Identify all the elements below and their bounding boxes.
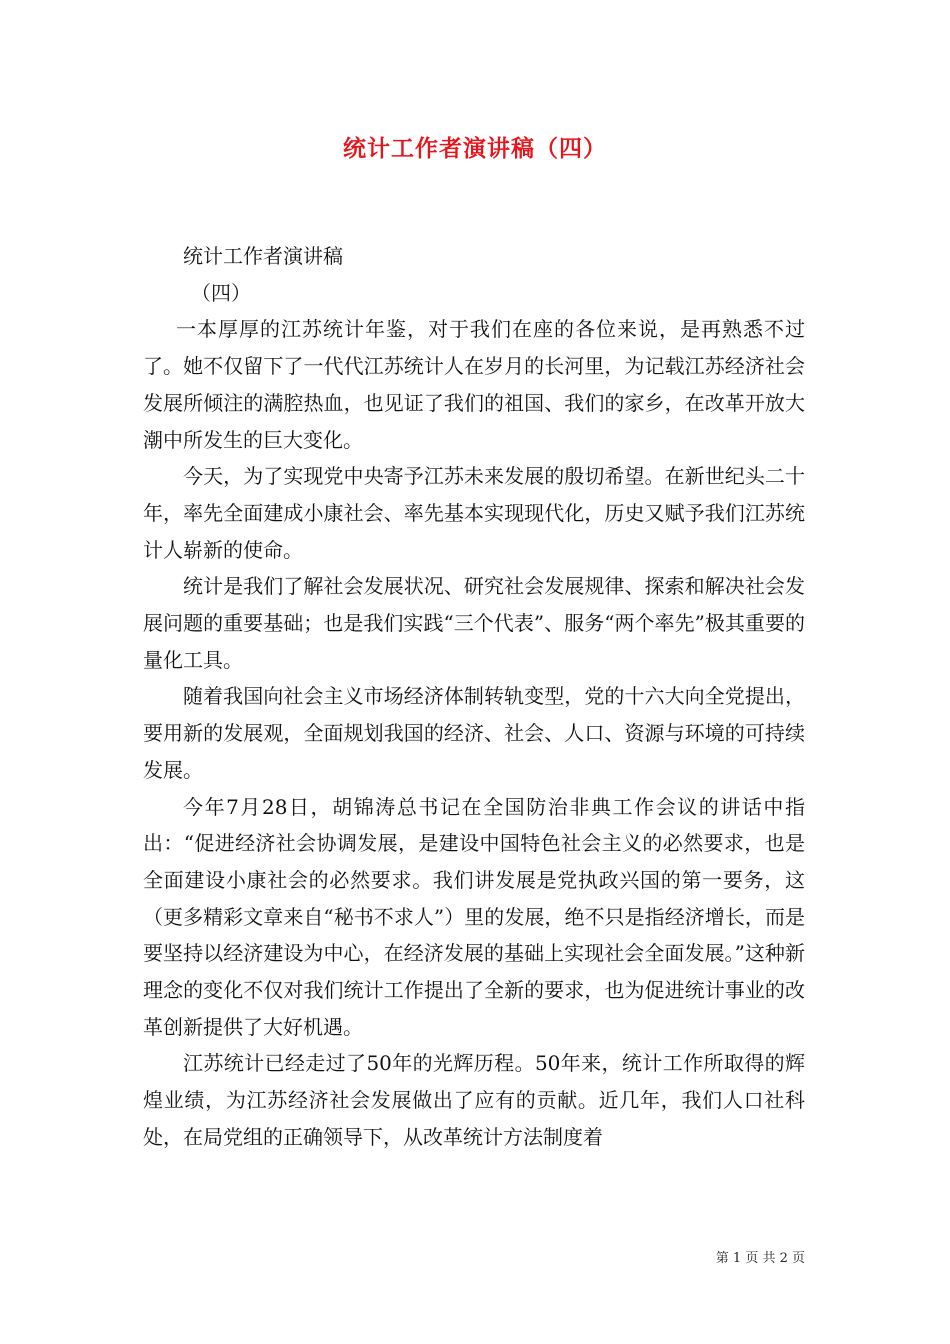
- body-paragraph: 统计工作者演讲稿: [183, 244, 343, 268]
- document-body: [143, 238, 805, 1156]
- body-paragraph: 统计是我们了解社会发展状况、研究社会发展规律、探索和解决社会发展问题的重要基础；也是我们实践“三个代表”、服务“两个率先”极其重要的量化工具。: [143, 574, 805, 672]
- body-paragraph: 随着我国向社会主义市场经济体制转轨变型，党的十六大向全党提出，要用新的发展观，全面规划我国的经济、社会、人口、资源与环境的可持续发展。: [143, 684, 805, 782]
- body-paragraph: 江苏统计已经走过了50年的光辉历程。50年来，统计工作所取得的辉煌业绩，为江苏经济社会发展做出了应有的贡献。近几年，我们人口社科处，在局党组的正确领导下，从改革统计方法制度着: [143, 1051, 805, 1149]
- page-number: 第 1 页 共 2 页: [715, 1251, 805, 1266]
- body-paragraph: 一本厚厚的江苏统计年鉴，对于我们在座的各位来说，是再熟悉不过了。她不仅留下了一代代江苏统计人在岁月的长河里，为记载江苏经济社会发展所倾注的满腔热血，也见证了我们的祖国、我们的家乡，在改革开放大潮中所发生的巨大变化。: [143, 317, 805, 452]
- body-paragraph: 今年7月28日，胡锦涛总书记在全国防治非典工作会议的讲话中指出：“促进经济社会协调发展，是建设中国特色社会主义的必然要求，也是全面建设小康社会的必然要求。我们讲发展是党执政兴国的第一要务，这（更多精彩文章来自“秘书不求人”）里的发展，绝不只是指经济增长，而是要坚持以经济建设为中心，在经济发展的基础上实现社会全面发展。”这种新理念的变化不仅对我们统计工作提出了全新的要求，也为促进统计事业的改革创新提供了大好机遇。: [143, 794, 805, 1039]
- body-paragraph: 今天，为了实现党中央寄予江苏未来发展的殷切希望。在新世纪头二十年，率先全面建成小康社会、率先基本实现现代化，历史又赋予我们江苏统计人崭新的使命。: [143, 464, 805, 562]
- document-title: 统计工作者演讲稿（四）: [343, 135, 607, 162]
- body-paragraph: （四）: [191, 280, 251, 305]
